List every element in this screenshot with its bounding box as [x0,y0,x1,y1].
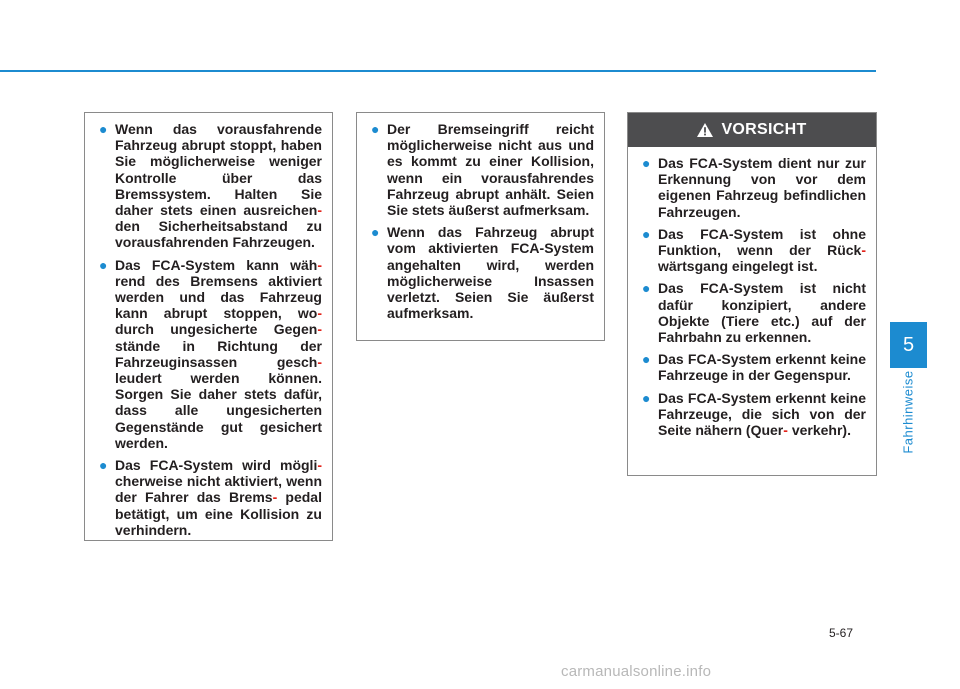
bullet-icon: ● [371,121,380,137]
list-item [638,390,866,439]
list-item-text: Wenn das Fahrzeug abrupt vom aktivierten FCA-System angehalten wird, werden möglicherweise Insassen verletzt. Seien Sie äußerst aufmerksam. [387,224,594,322]
list-item [638,155,866,220]
list-item [638,351,866,383]
caution-title: VORSICHT [721,121,807,138]
bullet-icon: ● [642,389,651,406]
bullet-list [95,121,322,538]
warning-triangle-icon [697,123,713,137]
caution-header [628,113,876,147]
page-number: 5-67 [829,626,854,640]
list-item-text: Das FCA-System erkennt keine Fahrzeuge in der Gegenspur. [658,351,866,384]
info-box-column-1 [84,112,333,541]
bullet-icon: ● [99,121,108,137]
list-item [95,121,322,251]
bullet-list [367,121,594,321]
list-item-text: Das FCA-System wird mögli- cherweise nicht aktiviert, wenn der Fahrer das Brems- pedal betätigt, um eine Kollision zu verhindern. [115,457,322,538]
chapter-tab: 5 [890,322,927,368]
list-item-text: Der Bremseingriff reicht möglicherweise nicht aus und es kommt zu einer Kollision, wenn ein vorausfahrendes Fahrzeug abrupt anhält. Seien Sie stets äußerst aufmerksam. [387,121,594,219]
list-item-text: Das FCA-System dient nur zur Erkennung von vor dem eigenen Fahrzeug befindlichen Fahrzeugen. [658,155,866,220]
list-item [638,226,866,275]
list-item [95,457,322,538]
caution-box [627,112,877,476]
info-box-column-2 [356,112,605,341]
list-item-text: Wenn das vorausfahrende Fahrzeug abrupt stoppt, haben Sie möglicherweise weniger Kontrolle über das Bremssystem. Halten Sie daher stets einen ausreichen- den Sicherheitsabstand zu vorausfahrenden Fahrzeugen. [115,121,322,251]
bullet-icon: ● [642,155,651,171]
bullet-icon: ● [99,256,108,273]
caution-list [628,147,876,438]
bullet-icon: ● [642,225,651,242]
watermark: carmanualsonline.info [561,663,712,680]
chapter-name: Fahrhinweise [900,370,916,454]
bullet-icon: ● [371,224,380,241]
list-item-text: Das FCA-System kann wäh- rend des Bremsens aktiviert werden und das Fahrzeug kann abrupt stoppen, wo- durch ungesicherte Gegen- stände in Richtung der Fahrzeuginsassen gesch- leudert werden können. Sorgen Sie daher stets dafür, dass alle ungesicherten Gegenstände gut gesichert werden. [115,256,322,451]
bullet-icon: ● [99,457,108,474]
list-item-text: Das FCA-System ist ohne Funktion, wenn der Rück- wärtsgang eingelegt ist. [658,225,866,275]
list-item [95,257,322,451]
list-item-text: Das FCA-System ist nicht dafür konzipiert, andere Objekte (Tiere etc.) auf der Fahrbahn zu erkennen. [658,280,866,346]
list-item-text: Das FCA-System erkennt keine Fahrzeuge, die sich von der Seite nähern (Quer- verkehr). [658,389,866,439]
list-item [367,224,594,321]
bullet-icon: ● [642,351,651,368]
list-item [638,280,866,345]
list-item [367,121,594,218]
bullet-icon: ● [642,280,651,297]
header-rule [0,70,876,72]
